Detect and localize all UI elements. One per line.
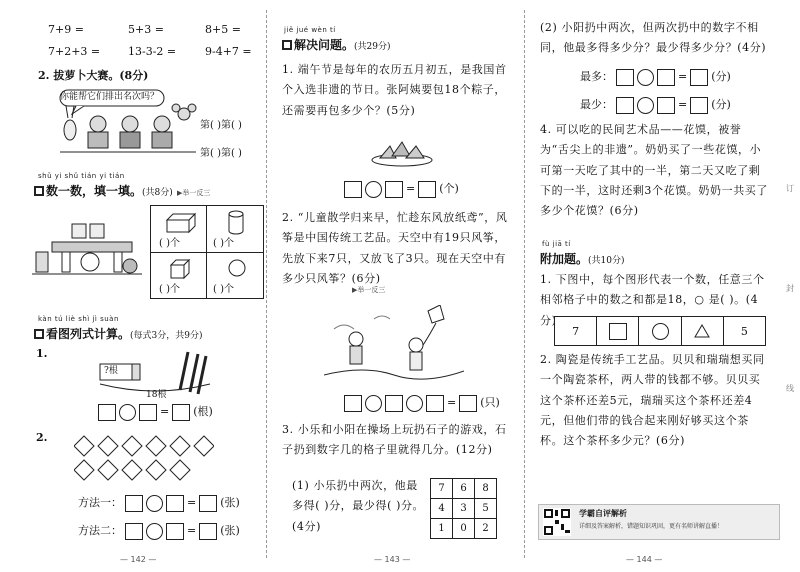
rank-blanks: 第( )第( ): [200, 120, 242, 131]
answer-box[interactable]: [199, 495, 217, 512]
grid-cell: 8: [475, 479, 497, 499]
grid-cell: 5: [475, 499, 497, 519]
equation: 5+3 =: [128, 23, 164, 36]
answer-box[interactable]: [616, 97, 634, 114]
page-divider: [266, 10, 267, 558]
number-grid: [430, 478, 497, 539]
method-row: 方法一： = (张): [78, 494, 243, 512]
answer-box[interactable]: [98, 404, 116, 421]
answer-row: 最多： = (分): [580, 68, 734, 86]
footer-banner: [538, 504, 780, 540]
equation: 9-4+7 =: [205, 45, 252, 58]
middle-page: [272, 0, 520, 572]
blocks-figure: [32, 216, 142, 280]
question-text: 2. “儿童散学归来早，忙趁东风放纸鸢”，风筝是中国传统工艺品。天空中有19只风筝，先放下来7只，又放飞了3只。现在天空中有多少只风筝？(6分): [282, 211, 508, 286]
answer-box[interactable]: [166, 495, 184, 512]
operator-circle[interactable]: [365, 181, 382, 198]
grid-cell: 2: [475, 519, 497, 539]
strip-cell: 5: [740, 324, 748, 338]
question-text: 4. 可以吃的民间艺术品——花馍，被誉为“舌尖上的非遗”。奶奶买了一些花馍，小可第一天吃了其中的一半，第二天又吃了剩下的一半，这时还剩3个花馍。奶奶一共买了多少个花馍？(6分): [540, 123, 768, 218]
answer-box[interactable]: [426, 395, 444, 412]
section-icon: [34, 329, 44, 339]
right-page: [530, 0, 800, 572]
square-shape: [609, 323, 627, 340]
sphere-icon: [227, 258, 247, 278]
shape-strip: [554, 316, 766, 346]
rank-blanks: 第( )第( ): [200, 148, 242, 159]
count-blank: ( )个: [159, 238, 180, 249]
unknown-label: ?根: [104, 366, 118, 376]
answer-box[interactable]: [616, 69, 634, 86]
answer-box[interactable]: [139, 404, 157, 421]
sub-question-text: (2) 小阳扔中两次，但两次扔中的数字不相同，他最多得多少分？最少得多少分？(4分): [540, 21, 767, 55]
equation: 7+2+3 =: [48, 45, 101, 58]
operator-circle[interactable]: [119, 404, 136, 421]
cylinder-icon: [227, 210, 245, 236]
answer-row: = (根): [98, 403, 216, 421]
section-icon: [282, 40, 292, 50]
left-page: [0, 0, 262, 572]
answer-box[interactable]: [690, 69, 708, 86]
answer-box[interactable]: [199, 523, 217, 540]
answer-box[interactable]: [657, 97, 675, 114]
page-number: — 142 —: [120, 555, 157, 564]
strip-cell: [639, 317, 681, 345]
equation: 8+5 =: [205, 23, 241, 36]
answer-box[interactable]: [459, 395, 477, 412]
grid-cell: 6: [453, 479, 475, 499]
question-text: 3. 小乐和小阳在操场上玩扔石子的游戏，石子扔到数字几的格子里就得几分。(12分): [282, 423, 507, 457]
triangle-shape: [694, 324, 710, 338]
problem-number: 1.: [36, 347, 48, 360]
cube-icon: [169, 258, 191, 280]
grid-cell: 0: [453, 519, 475, 539]
section-heading: 看图列式计算。(每式3分，共9分): [34, 325, 203, 342]
answer-row: = (只): [344, 394, 503, 412]
answer-box[interactable]: [344, 181, 362, 198]
operator-circle[interactable]: [365, 395, 382, 412]
strip-cell: [682, 317, 724, 345]
section-heading: 附加题。(共10分): [540, 252, 625, 266]
total-label: 18根: [146, 390, 167, 400]
answer-box[interactable]: [690, 97, 708, 114]
equation: 7+9 =: [48, 23, 84, 36]
circle-shape: [652, 323, 669, 340]
operator-circle[interactable]: [637, 69, 654, 86]
paper-cuts-figure: [74, 434, 214, 484]
question-2-title: 2. 拔萝卜大赛。(8分): [38, 69, 149, 82]
section-pinyin: kàn tú liè shì jì suàn: [38, 315, 119, 323]
binding-mark: 线: [786, 384, 794, 393]
page-divider: [524, 10, 525, 558]
section-pinyin: fù jiā tí: [542, 240, 571, 248]
extension-tag: ▶举一反三: [352, 286, 386, 294]
section-heading: 解决问题。(共29分): [282, 36, 391, 53]
answer-box[interactable]: [657, 69, 675, 86]
grid-cell: 3: [453, 499, 475, 519]
count-blank: ( )个: [159, 284, 180, 295]
equation: 13-3-2 =: [128, 45, 177, 58]
binding-mark: 订: [786, 184, 794, 193]
section-pinyin: jiě jué wèn tí: [284, 26, 336, 34]
kite-flying-image: [324, 305, 464, 385]
answer-box[interactable]: [418, 181, 436, 198]
operator-circle[interactable]: [637, 97, 654, 114]
section-pinyin: shǔ yi shǔ tián yi tián: [38, 172, 125, 180]
answer-row: 最少： = (分): [580, 96, 734, 114]
strip-cell: 7: [555, 317, 597, 345]
count-blank: ( )个: [213, 284, 234, 295]
answer-box[interactable]: [172, 404, 190, 421]
grid-cell: 4: [431, 499, 453, 519]
problem-number: 2.: [36, 431, 48, 444]
grid-cell: 7: [431, 479, 453, 499]
answer-box[interactable]: [385, 181, 403, 198]
question-text: 2. 陶瓷是传统手工艺品。贝贝和瑞瑞想买同一个陶瓷茶杯，两人带的钱都不够。贝贝买这个茶杯还差5元，瑞瑞买这个茶杯还差4元，但他们带的钱合起来刚好够买这个茶杯。这个茶杯多少元？(6分): [540, 353, 765, 448]
strip-cell: [597, 317, 639, 345]
question-text: 1. 下图中，每个图形代表一个数，任意三个相邻格子中的数之和都是18，○ 是( )。(4分): [540, 273, 765, 327]
answer-row: = (个): [344, 180, 462, 198]
footer-text: 详细及答案解析，错题知识巩固，更有名师讲解直播！: [579, 523, 724, 530]
method-row: 方法二： = (张): [78, 522, 243, 540]
question-text: 1. 端午节是每年的农历五月初五，是我国首个入选非遗的节日。张阿姨要包18个粽子，还需要再包多少个？(5分): [282, 63, 507, 117]
answer-box[interactable]: [125, 495, 143, 512]
grid-cell: 1: [431, 519, 453, 539]
page-number: — 144 —: [626, 555, 663, 564]
count-blank: ( )个: [213, 238, 234, 249]
sub-question-text: (1) 小乐扔中两次，他最多得( )分，最少得( )分。(4分): [292, 479, 425, 533]
answer-box[interactable]: [125, 523, 143, 540]
qr-code-icon[interactable]: [543, 508, 571, 536]
operator-circle[interactable]: [406, 395, 423, 412]
speech-bubble-text: 你能帮它们排出名次吗？: [60, 92, 160, 102]
cuboid-icon: [165, 212, 197, 234]
count-table: [150, 205, 264, 299]
answer-box[interactable]: [166, 523, 184, 540]
section-heading: 数一数，填一填。(共8分) ▶举一反三: [34, 182, 210, 199]
operator-circle[interactable]: [146, 523, 163, 540]
binding-mark: 封: [786, 284, 794, 293]
answer-box[interactable]: [344, 395, 362, 412]
zongzi-plate-image: [370, 140, 434, 168]
operator-circle[interactable]: [146, 495, 163, 512]
footer-title: 学霸自评解析: [579, 509, 627, 518]
section-icon: [34, 186, 44, 196]
answer-box[interactable]: [385, 395, 403, 412]
page-number: — 143 —: [374, 555, 411, 564]
